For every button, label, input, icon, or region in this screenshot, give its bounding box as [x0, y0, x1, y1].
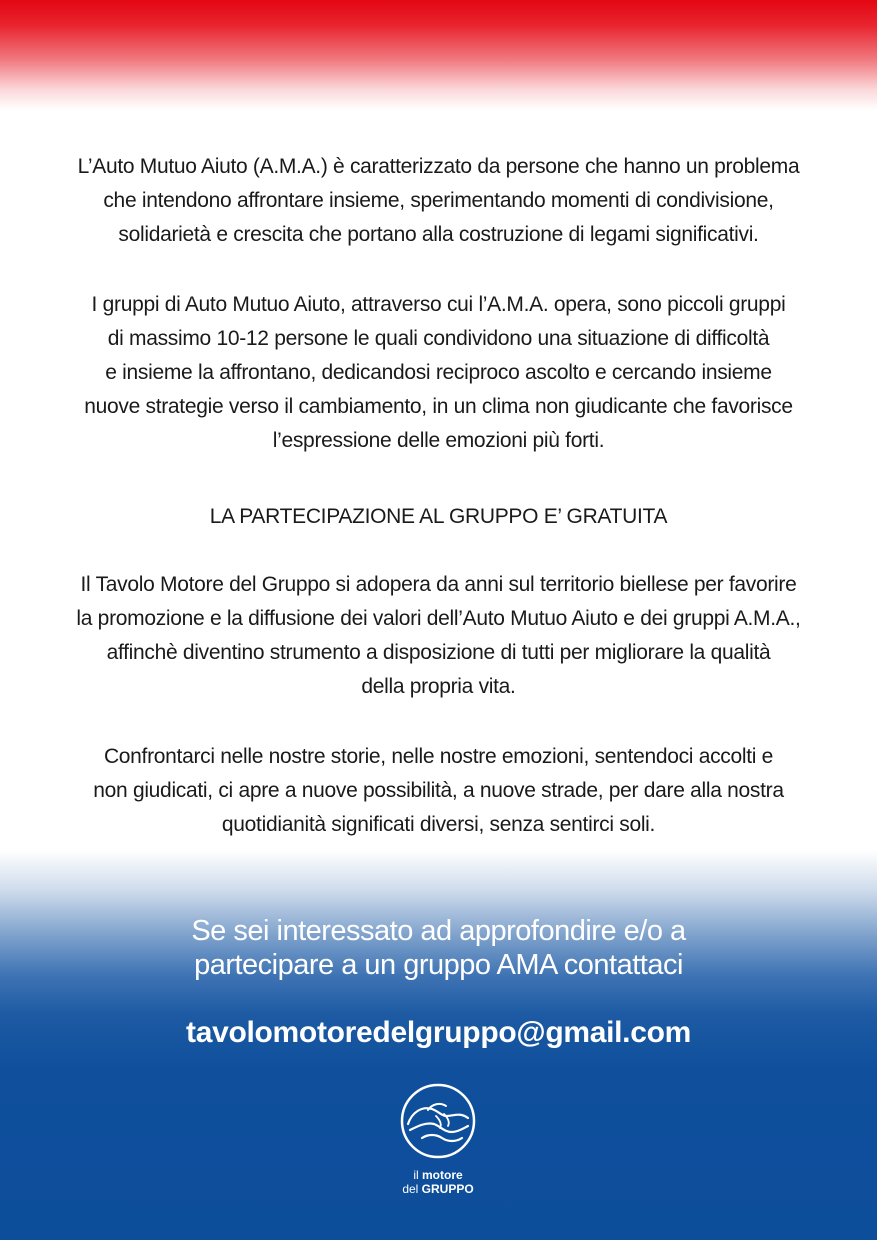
text-line: la promozione e la diffusione dei valori dell’Auto Mutuo Aiuto e dei gruppi A.M.A., [76, 607, 801, 630]
text-line: Confrontarci nelle nostre storie, nelle nostre emozioni, sentendoci accolti e [103, 745, 774, 768]
handshake-circle-icon [398, 1082, 478, 1162]
paragraph-groups-description [40, 288, 837, 458]
text-line: che intendono affrontare insieme, sperimentando momenti di condivisione, [103, 189, 774, 212]
logo-text-line2: del GRUPPO [402, 1182, 474, 1196]
free-participation-notice: LA PARTECIPAZIONE AL GRUPPO E’ GRATUITA [209, 505, 668, 528]
paragraph-sharing-stories [40, 740, 837, 842]
text-line: e insieme la affrontano, dedicandosi reciproco ascolto e cercando insieme [105, 361, 772, 384]
call-to-action [0, 914, 877, 982]
paragraph-tavolo-motore [40, 568, 837, 704]
text-line: affinchè diventino strumento a disposizione di tutti per migliorare la qualità [106, 641, 771, 664]
text-line: I gruppi di Auto Mutuo Aiuto, attraverso cui l’A.M.A. opera, sono piccoli gruppi [91, 293, 786, 316]
text-line: quotidianità significati diversi, senza sentirci soli. [221, 813, 656, 836]
logo [398, 1082, 478, 1202]
text-line: l’espressione delle emozioni più forti. [272, 429, 605, 452]
top-red-gradient-band [0, 0, 877, 110]
text-line: Il Tavolo Motore del Gruppo si adopera da anni sul territorio biellese per favorire [80, 573, 797, 596]
text-line: della propria vita. [361, 675, 516, 698]
contact-email-link[interactable]: tavolomotoredelgruppo@gmail.com [186, 1016, 691, 1049]
text-line: L’Auto Mutuo Aiuto (A.M.A.) è caratterizzato da persone che hanno un problema [77, 155, 800, 178]
text-line: nuove strategie verso il cambiamento, in un clima non giudicante che favorisce [84, 395, 793, 418]
text-line: solidarietà e crescita che portano alla costruzione di legami significativi. [118, 223, 759, 246]
text-line: non giudicati, ci apre a nuove possibilità, a nuove strade, per dare alla nostra [93, 779, 784, 802]
logo-text-line1: il motore [413, 1168, 463, 1182]
cta-line: Se sei interessato ad approfondire e/o a [191, 915, 686, 947]
text-line: di massimo 10-12 persone le quali condividono una situazione di difficoltà [107, 327, 770, 350]
cta-line: partecipare a un gruppo AMA contattaci [194, 949, 683, 981]
paragraph-ama-definition [40, 150, 837, 252]
